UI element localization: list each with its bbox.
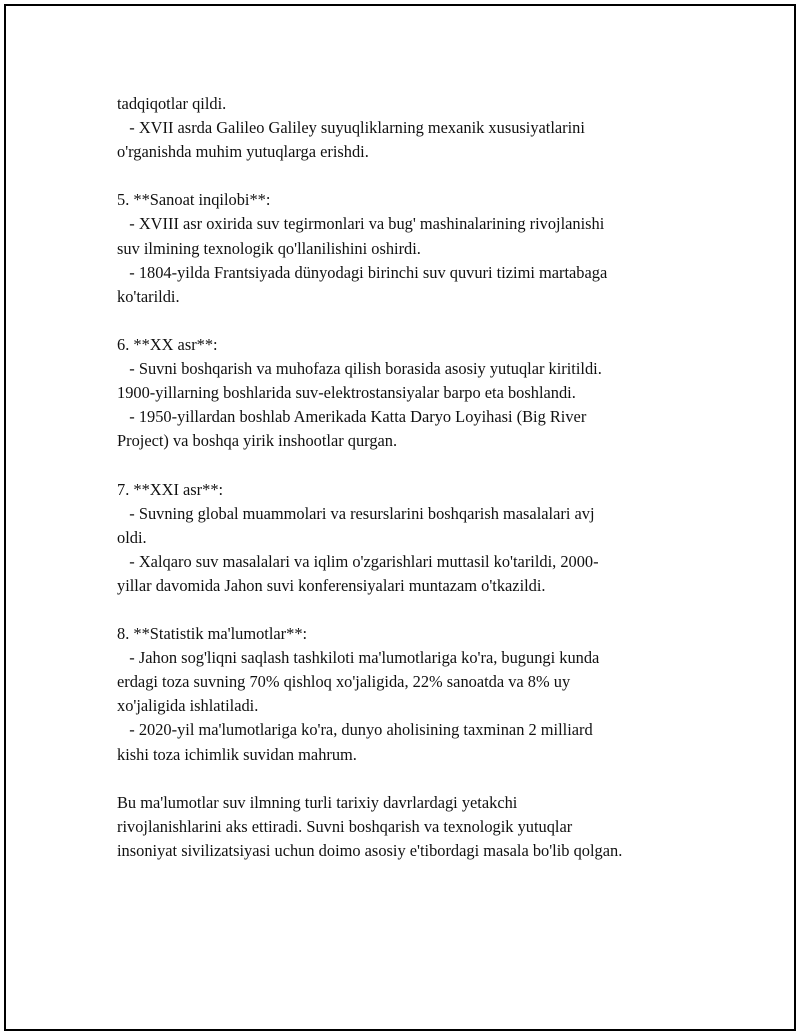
text-line: yillar davomida Jahon suvi konferensiyalari muntazam o'tkazildi. — [117, 575, 546, 595]
text-line: tadqiqotlar qildi. — [117, 94, 227, 113]
section-heading-6: 6. **XX asr**: — [117, 334, 218, 354]
text-line: Project) va boshqa yirik inshootlar qurgan. — [117, 431, 398, 451]
conclusion-line: rivojlanishlarini aks ettiradi. Suvni boshqarish va texnologik yutuqlar — [117, 816, 573, 836]
paragraph-gap — [117, 164, 697, 188]
text-line: o'rganishda muhim yutuqlarga erishdi. — [117, 142, 369, 162]
section-heading-5: 5. **Sanoat inqilobi**: — [117, 190, 271, 210]
text-line: xo'jaligida ishlatiladi. — [117, 696, 259, 716]
paragraph-gap — [117, 453, 697, 477]
text-line: ko'tarildi. — [117, 286, 180, 306]
paragraph-gap — [117, 309, 697, 333]
text-line: - XVIII asr oxirida suv tegirmonlari va bug' mashinalarining rivojlanishi — [117, 214, 605, 234]
text-line: - XVII asrda Galileo Galiley suyuqliklarning mexanik xususiyatlarini — [117, 118, 585, 138]
text-line: - 1804-yilda Frantsiyada dünyodagi birinchi suv quvuri tizimi martabaga — [117, 262, 608, 282]
paragraph-gap — [117, 598, 697, 622]
text-line: suv ilmining texnologik qo'llanilishini oshirdi. — [117, 238, 421, 258]
text-line: erdagi toza suvning 70% qishloq xo'jaligida, 22% sanoatda va 8% uy — [117, 672, 571, 692]
text-line: - 1950-yillardan boshlab Amerikada Katta Daryo Loyihasi (Big River — [117, 407, 587, 427]
conclusion-line: Bu ma'lumotlar suv ilmning turli tarixiy davrlardagi yetakchi — [117, 792, 518, 812]
document-body — [117, 92, 697, 863]
paragraph-gap — [117, 767, 697, 791]
text-line: - Jahon sog'liqni saqlash tashkiloti ma'lumotlariga ko'ra, bugungi kunda — [117, 648, 600, 668]
text-line: - 2020-yil ma'lumotlariga ko'ra, dunyo aholisining taxminan 2 milliard — [117, 720, 593, 740]
section-heading-8: 8. **Statistik ma'lumotlar**: — [117, 624, 308, 644]
text-line: - Suvni boshqarish va muhofaza qilish borasida asosiy yutuqlar kiritildi. — [117, 359, 602, 379]
text-line: - Suvning global muammolari va resurslarini boshqarish masalalari avj — [117, 503, 595, 523]
conclusion-line: insoniyat sivilizatsiyasi uchun doimo asosiy e'tibordagi masala bo'lib qolgan. — [117, 840, 623, 860]
text-line: 1900-yillarning boshlarida suv-elektrostansiyalar barpo eta boshlandi. — [117, 383, 576, 403]
section-heading-7: 7. **XXI asr**: — [117, 479, 224, 499]
text-line: - Xalqaro suv masalalari va iqlim o'zgarishlari muttasil ko'tarildi, 2000- — [117, 551, 599, 571]
text-line: kishi toza ichimlik suvidan mahrum. — [117, 744, 357, 764]
text-line: oldi. — [117, 527, 147, 547]
